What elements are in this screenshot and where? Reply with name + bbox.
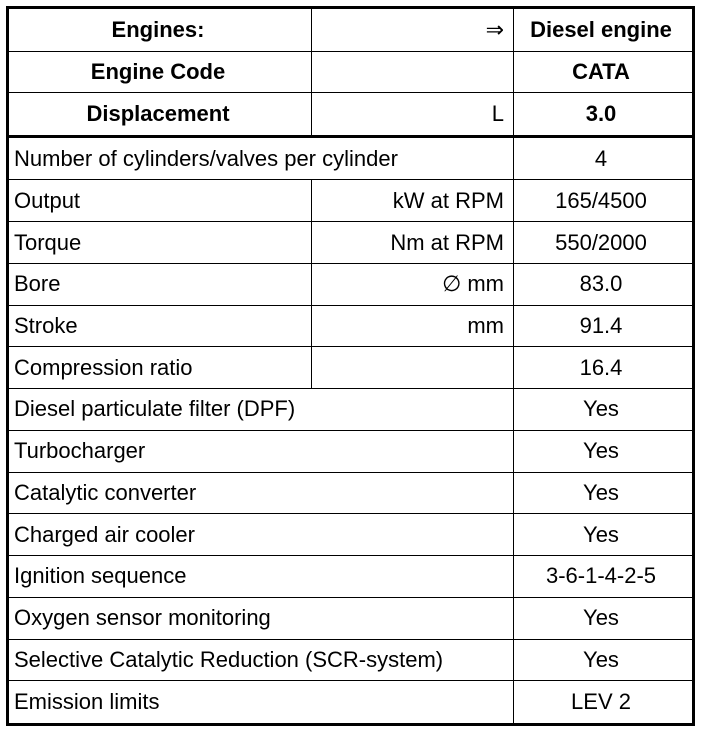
table-row-catalytic	[8, 472, 694, 514]
stroke-label: Stroke	[8, 305, 312, 347]
table-row-bore	[8, 263, 694, 305]
scr-label: Selective Catalytic Reduction (SCR-system)	[8, 639, 514, 681]
torque-label: Torque	[8, 222, 312, 264]
stroke-unit: mm	[312, 305, 514, 347]
emission-value: LEV 2	[514, 681, 694, 725]
arrow-icon: ⇒	[312, 8, 514, 52]
oxygen-value: Yes	[514, 597, 694, 639]
table-row-turbocharger	[8, 430, 694, 472]
table-row-oxygen	[8, 597, 694, 639]
table-row-dpf	[8, 389, 694, 431]
table-row-charged-air	[8, 514, 694, 556]
charged-air-value: Yes	[514, 514, 694, 556]
displacement-unit: L	[312, 93, 514, 137]
displacement-value: 3.0	[514, 93, 694, 137]
bore-unit: ∅ mm	[312, 263, 514, 305]
table-row-torque	[8, 222, 694, 264]
engine-code-unit	[312, 51, 514, 93]
table-row-cylinders	[8, 136, 694, 180]
charged-air-label: Charged air cooler	[8, 514, 514, 556]
turbocharger-label: Turbocharger	[8, 430, 514, 472]
table-row-emission	[8, 681, 694, 725]
engine-spec-table	[6, 6, 695, 726]
table-row-scr	[8, 639, 694, 681]
torque-unit: Nm at RPM	[312, 222, 514, 264]
cylinders-label: Number of cylinders/valves per cylinder	[8, 136, 514, 180]
cylinders-value: 4	[514, 136, 694, 180]
engine-code-label: Engine Code	[8, 51, 312, 93]
torque-value: 550/2000	[514, 222, 694, 264]
bore-value: 83.0	[514, 263, 694, 305]
output-value: 165/4500	[514, 180, 694, 222]
output-unit: kW at RPM	[312, 180, 514, 222]
bore-label: Bore	[8, 263, 312, 305]
oxygen-label: Oxygen sensor monitoring	[8, 597, 514, 639]
output-label: Output	[8, 180, 312, 222]
table-row-compression	[8, 347, 694, 389]
table-row-engines	[8, 8, 694, 52]
emission-label: Emission limits	[8, 681, 514, 725]
dpf-label: Diesel particulate filter (DPF)	[8, 389, 514, 431]
displacement-label: Displacement	[8, 93, 312, 137]
compression-value: 16.4	[514, 347, 694, 389]
engine-code-value: CATA	[514, 51, 694, 93]
table-row-ignition	[8, 556, 694, 598]
compression-label: Compression ratio	[8, 347, 312, 389]
table-row-output	[8, 180, 694, 222]
turbocharger-value: Yes	[514, 430, 694, 472]
table-row-engine-code	[8, 51, 694, 93]
table-row-displacement	[8, 93, 694, 137]
ignition-value: 3-6-1-4-2-5	[514, 556, 694, 598]
compression-unit	[312, 347, 514, 389]
catalytic-value: Yes	[514, 472, 694, 514]
engines-label: Engines:	[8, 8, 312, 52]
catalytic-label: Catalytic converter	[8, 472, 514, 514]
ignition-label: Ignition sequence	[8, 556, 514, 598]
scr-value: Yes	[514, 639, 694, 681]
table-row-stroke	[8, 305, 694, 347]
dpf-value: Yes	[514, 389, 694, 431]
engine-type: Diesel engine	[514, 8, 694, 52]
stroke-value: 91.4	[514, 305, 694, 347]
